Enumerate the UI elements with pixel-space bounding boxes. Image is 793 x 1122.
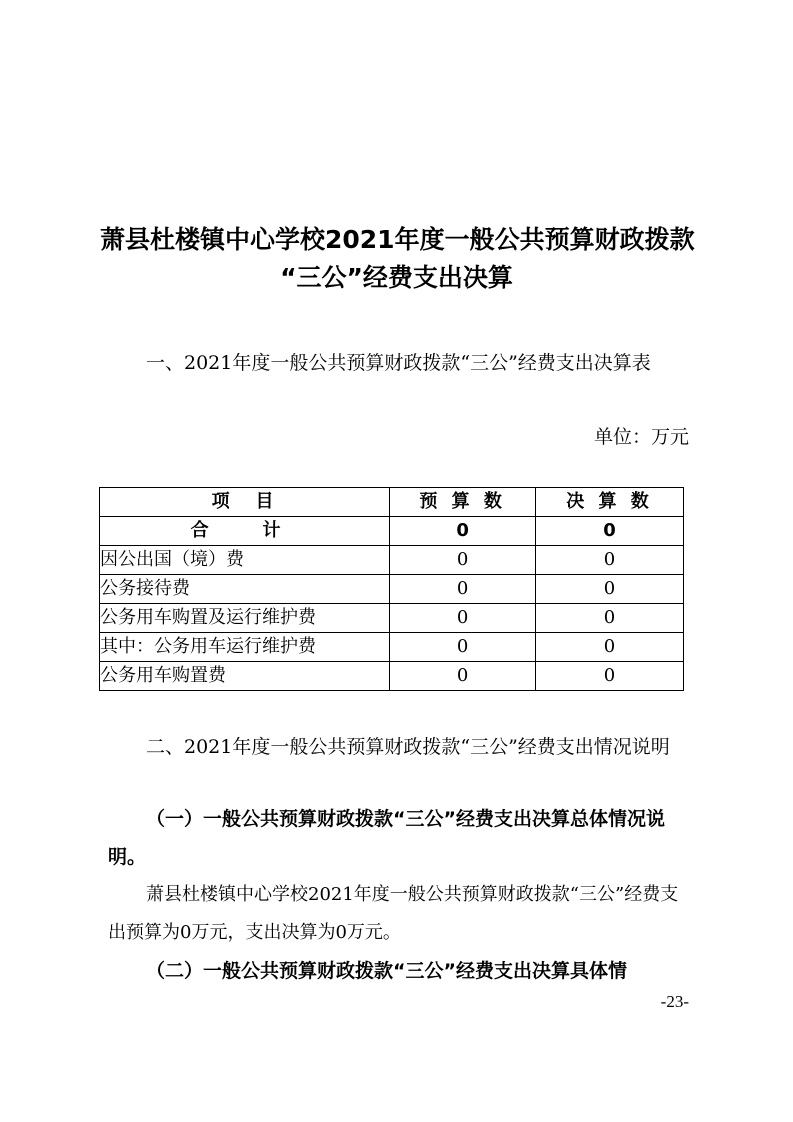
table-header-row (100, 488, 684, 517)
row-budget: 0 (390, 662, 536, 691)
header-final: 决 算 数 (536, 488, 684, 517)
row-label: 因公出国（境）费 (100, 546, 390, 575)
header-item: 项 目 (100, 488, 390, 517)
row-label: 公务用车购置及运行维护费 (100, 604, 390, 633)
row-label: 其中：公务用车运行维护费 (100, 633, 390, 662)
row-budget: 0 (390, 546, 536, 575)
total-final: 0 (536, 517, 684, 546)
row-final: 0 (536, 662, 684, 691)
table-row (100, 575, 684, 604)
row-final: 0 (536, 575, 684, 604)
row-final: 0 (536, 546, 684, 575)
table-row (100, 633, 684, 662)
document-title-line-1: 萧县杜楼镇中心学校2021年度一般公共预算财政拨款 (100, 225, 695, 254)
header-budget: 预 算 数 (390, 488, 536, 517)
total-label: 合 计 (100, 517, 390, 546)
row-final: 0 (536, 604, 684, 633)
table-row-total (100, 517, 684, 546)
document-title-line-2: “三公”经费支出决算 (280, 263, 513, 292)
table-row (100, 604, 684, 633)
row-label: 公务接待费 (100, 575, 390, 604)
subsection-2-heading: （二）一般公共预算财政拨款“三公”经费支出决算具体情 (146, 960, 627, 982)
subsection-1-body: 萧县杜楼镇中心学校2021年度一般公共预算财政拨款“三公”经费支出预算为0万元，支出决算为0万元。 (108, 884, 679, 943)
three-public-expenses-table (99, 487, 684, 691)
table-row (100, 546, 684, 575)
row-budget: 0 (390, 633, 536, 662)
row-budget: 0 (390, 575, 536, 604)
page-number: -23- (660, 992, 689, 1011)
total-budget: 0 (390, 517, 536, 546)
row-final: 0 (536, 633, 684, 662)
subsection-1-heading: （一）一般公共预算财政拨款“三公”经费支出决算总体情况说明。 (108, 808, 665, 868)
row-budget: 0 (390, 604, 536, 633)
section-2-heading: 二、2021年度一般公共预算财政拨款“三公”经费支出情况说明 (146, 736, 670, 758)
row-label: 公务用车购置费 (100, 662, 390, 691)
section-1-heading: 一、2021年度一般公共预算财政拨款“三公”经费支出决算表 (146, 352, 651, 374)
unit-label: 单位：万元 (593, 426, 689, 448)
table-row (100, 662, 684, 691)
